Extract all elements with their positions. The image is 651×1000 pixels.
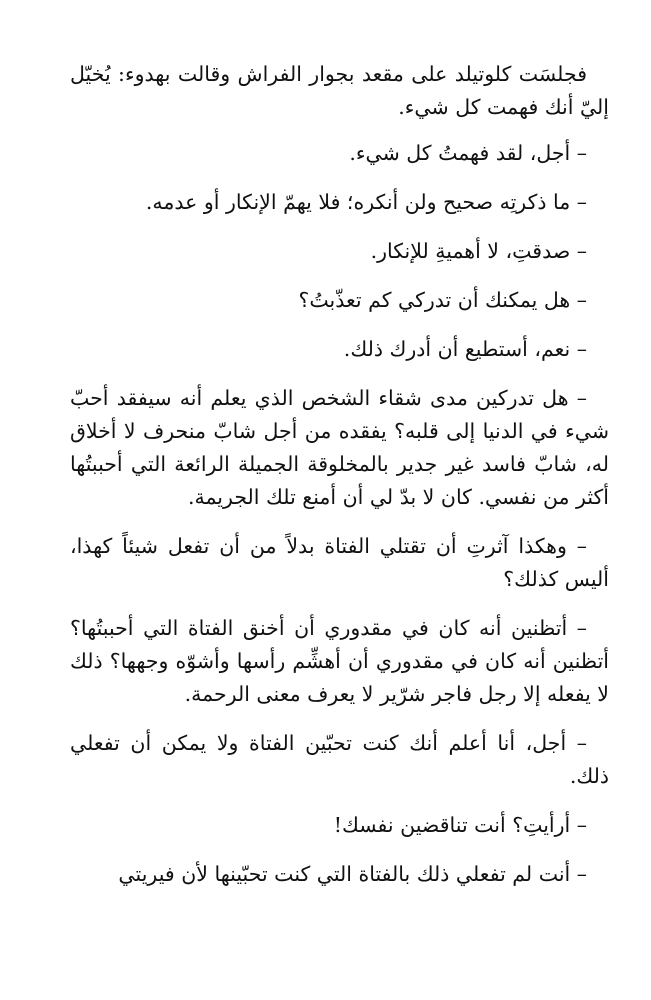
paragraph-12: – أنت لم تفعلي ذلك بالفتاة التي كنت تحبّينها لأن فيريتي: [118, 862, 587, 886]
paragraph-4: – صدقتِ، لا أهميةِ للإنكار.: [370, 239, 587, 263]
book-page-text: [70, 58, 609, 907]
paragraph-5: – هل يمكنك أن تدركي كم تعذّبتُ؟: [298, 288, 587, 312]
paragraph-9: – أتظنين أنه كان في مقدوري أن أخنق الفتاة التي أحببتُها؟ أتظنين أنه كان في مقدوري أن أهشِّم رأسها وأشوّه وجهها؟ ذلك لا يفعله إلا رجل فاجر شرّير لا يعرف معنى الرحمة.: [70, 616, 609, 706]
paragraph-3: – ما ذكرتِه صحيح ولن أنكره؛ فلا يهمّ الإنكار أو عدمه.: [145, 190, 587, 214]
paragraph-11: – أرأيتِ؟ أنت تناقضين نفسك!: [333, 813, 587, 837]
paragraph-7: – هل تدركين مدى شقاء الشخص الذي يعلم أنه سيفقد أحبّ شيء في الدنيا إلى قلبه؟ يفقده من أجل شابّ منحرف لا أخلاق له، شابّ فاسد غير جدير بالمخلوقة الجميلة الرائعة التي أحببتُها أكثر من نفسي. كان لا بدّ لي أن أمنع تلك الجريمة.: [70, 386, 609, 509]
paragraph-6: – نعم، أستطيع أن أدرك ذلك.: [343, 337, 587, 361]
paragraph-1: فجلسَت كلوتيلد على مقعد بجوار الفراش وقالت بهدوء: يُخيّل إليّ أنك فهمت كل شيء.: [70, 62, 609, 119]
paragraph-2: – أجل، لقد فهمتُ كل شيء.: [349, 141, 587, 165]
paragraph-10: – أجل، أنا أعلم أنك كنت تحبّين الفتاة ولا يمكن أن تفعلي ذلك.: [70, 731, 609, 788]
paragraph-8: – وهكذا آثرتِ أن تقتلي الفتاة بدلاً من أن تفعل شيئاً كهذا، أليس كذلك؟: [70, 534, 609, 591]
